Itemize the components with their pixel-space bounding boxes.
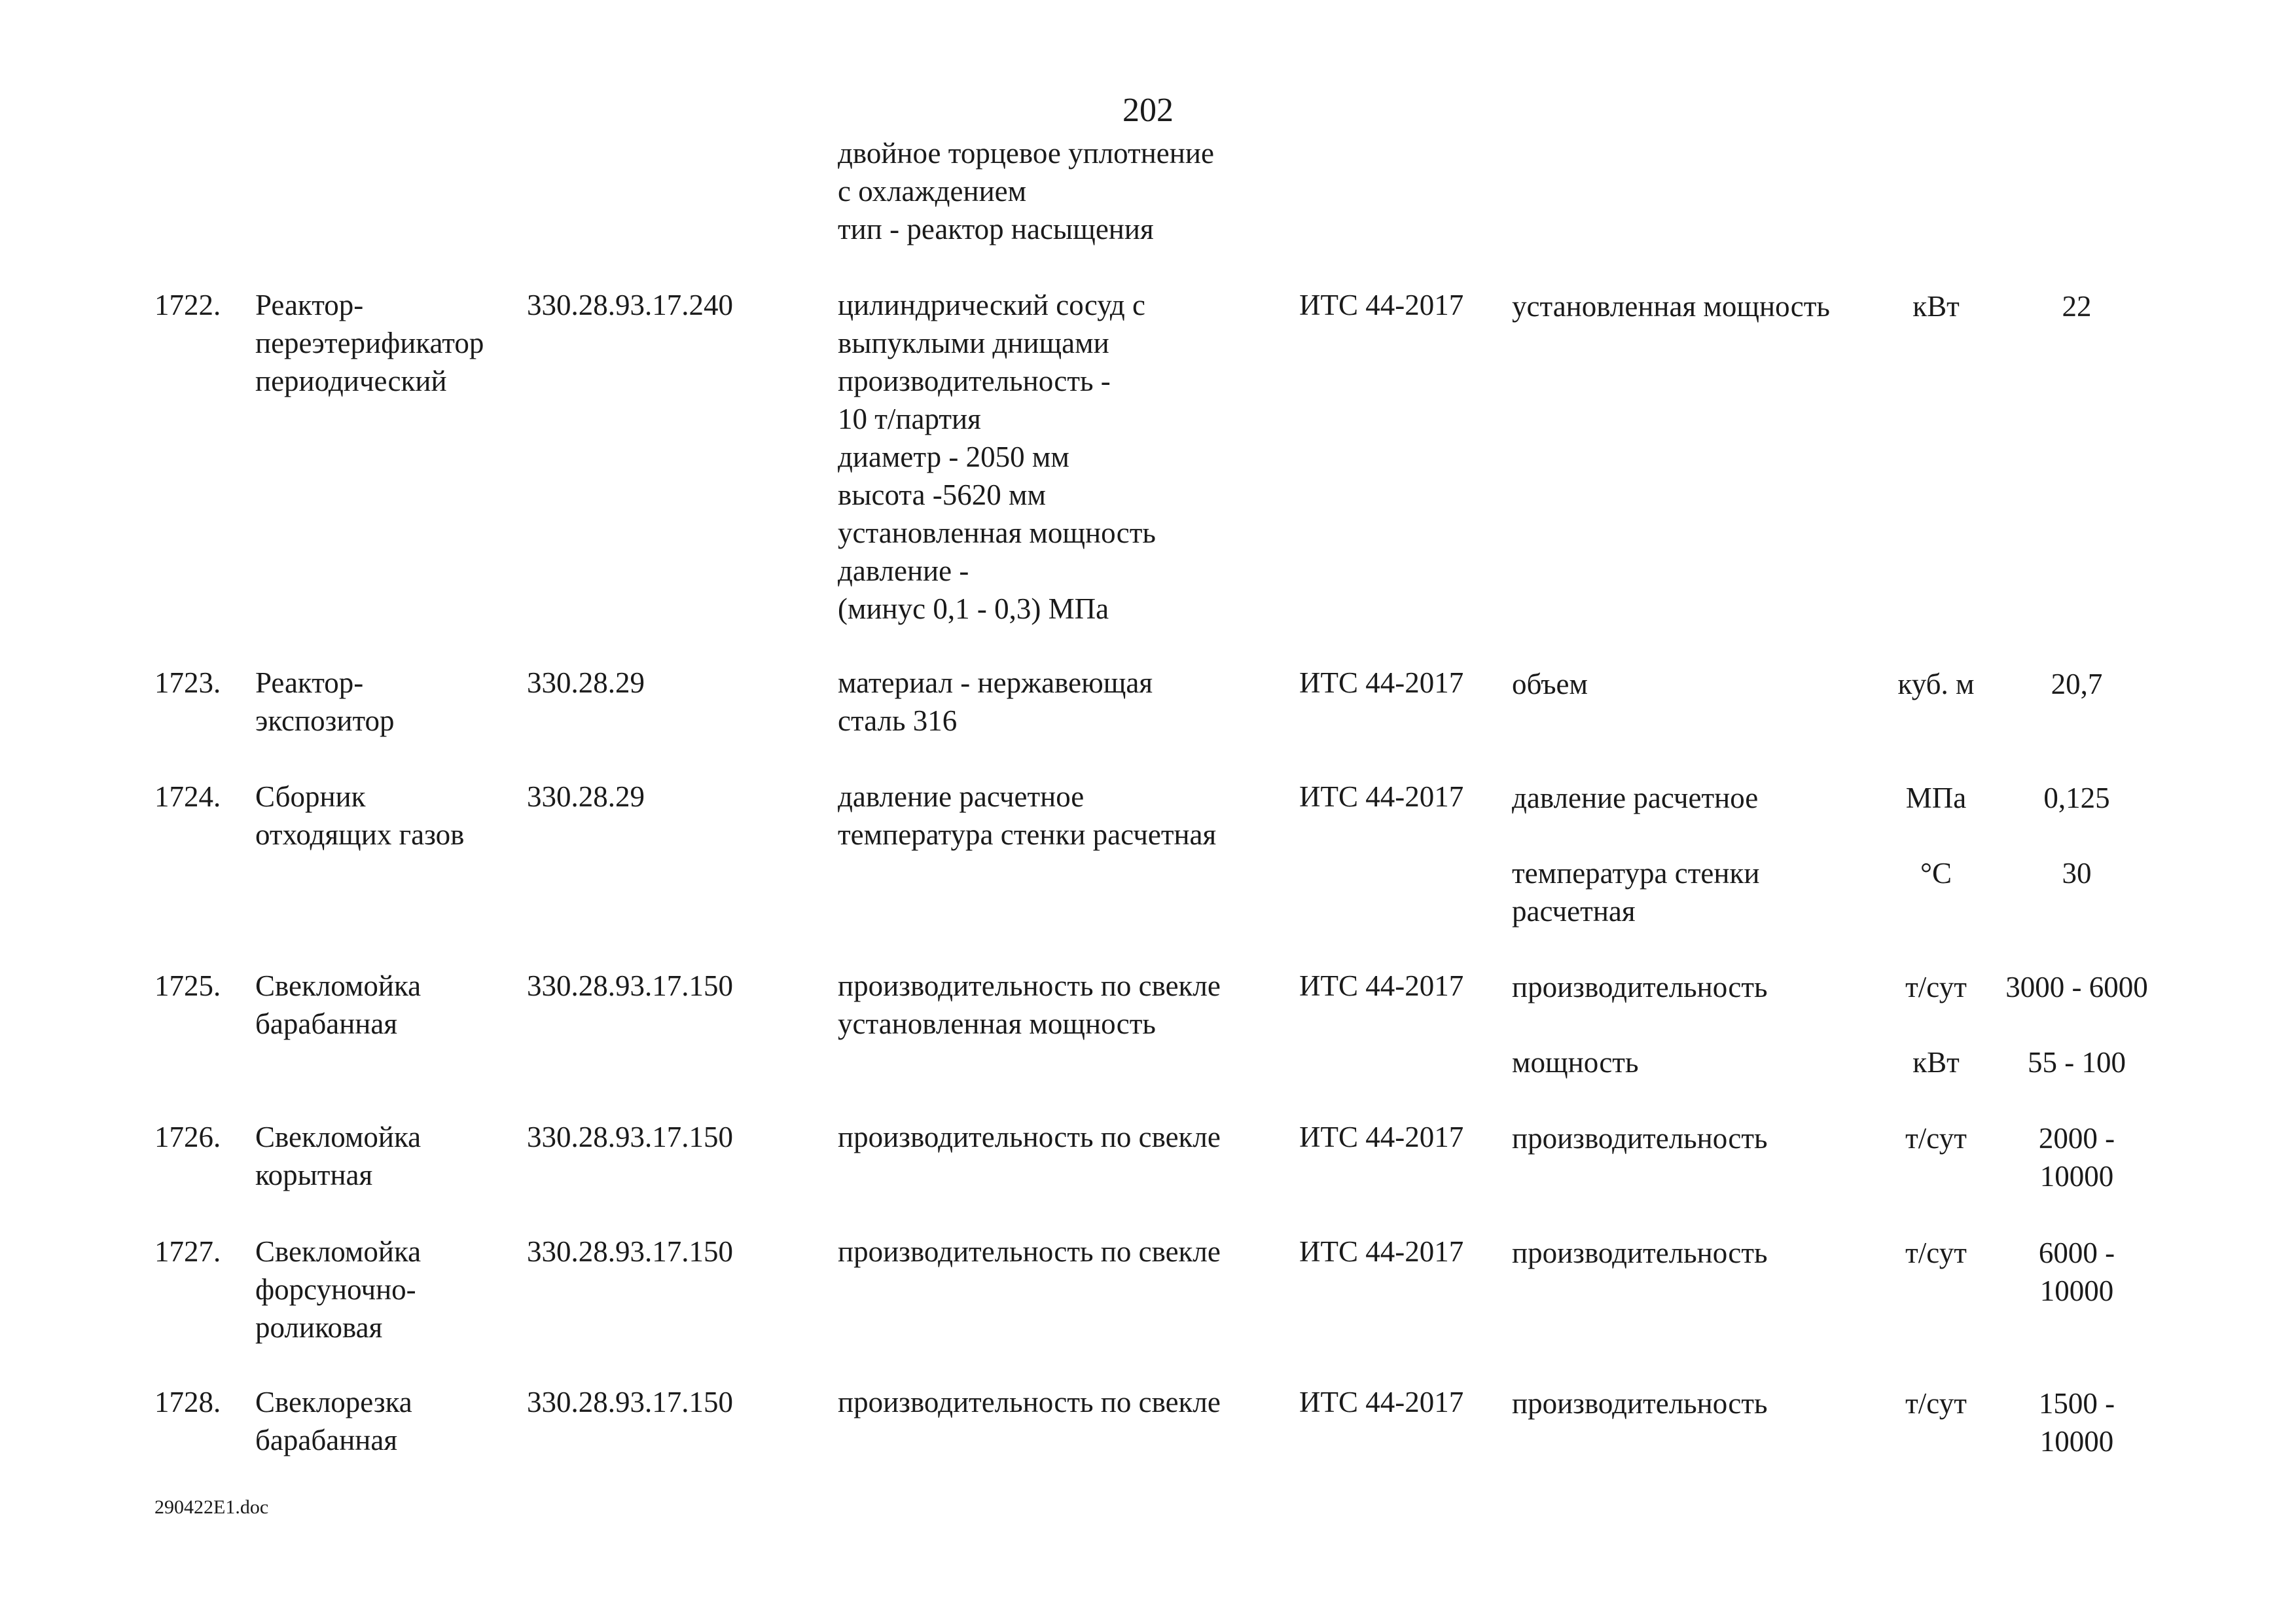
parameter-name: производительность — [1512, 1387, 1768, 1420]
continuation-description: двойное торцевое уплотнение с охлаждением тип - реактор насыщения — [838, 137, 1214, 245]
equipment-description: цилиндрический сосуд с выпуклыми днищами производительность - 10 т/партия диаметр - 2050 мм высота -5620 мм установленная мощность давление - (минус 0,1 - 0,3) МПа — [838, 289, 1156, 625]
parameter-value: 22 — [2062, 290, 2092, 323]
equipment-name: Свекломойка форсуночно- роликовая — [255, 1235, 422, 1344]
parameter-name: производительность — [1512, 971, 1768, 1003]
parameter-value: 55 - 100 — [2028, 1046, 2126, 1079]
standard-reference: ИТС 44-2017 — [1299, 969, 1464, 1002]
row-number: 1725. — [154, 969, 221, 1002]
parameter-unit: куб. м — [1897, 668, 1975, 700]
equipment-name: Свеклорезка барабанная — [255, 1386, 412, 1456]
row-number: 1724. — [154, 780, 221, 813]
equipment-code: 330.28.93.17.240 — [527, 289, 733, 321]
row-number: 1723. — [154, 666, 221, 699]
equipment-name: Свекломойка корытная — [255, 1121, 422, 1191]
parameter-unit: °С — [1920, 857, 1952, 890]
equipment-description: производительность по свекле — [838, 1386, 1221, 1418]
equipment-code: 330.28.93.17.150 — [527, 1121, 733, 1153]
equipment-description: производительность по свекле — [838, 1121, 1221, 1153]
parameter-value: 0,125 — [2043, 782, 2110, 814]
parameter-value: 1500 - 10000 — [2038, 1387, 2115, 1458]
standard-reference: ИТС 44-2017 — [1299, 1121, 1464, 1153]
parameter-unit: т/сут — [1905, 971, 1967, 1003]
equipment-name: Реактор- переэтерификатор периодический — [255, 289, 484, 397]
equipment-description: давление расчетное температура стенки расчетная — [838, 780, 1217, 851]
standard-reference: ИТС 44-2017 — [1299, 1235, 1464, 1268]
parameter-name: объем — [1512, 668, 1588, 700]
standard-reference: ИТС 44-2017 — [1299, 780, 1464, 813]
parameter-value: 3000 - 6000 — [2005, 971, 2148, 1003]
equipment-description: производительность по свекле — [838, 1235, 1221, 1268]
standard-reference: ИТС 44-2017 — [1299, 289, 1464, 321]
parameter-value: 6000 - 10000 — [2038, 1236, 2115, 1307]
parameter-unit: кВт — [1912, 1046, 1960, 1079]
parameter-value: 20,7 — [2051, 668, 2103, 700]
footer-filename: 290422E1.doc — [154, 1496, 269, 1518]
standard-reference: ИТС 44-2017 — [1299, 1386, 1464, 1418]
equipment-description: материал - нержавеющая сталь 316 — [838, 666, 1153, 737]
parameter-value: 2000 - 10000 — [2038, 1122, 2115, 1193]
row-number: 1728. — [154, 1386, 221, 1418]
equipment-name: Реактор- экспозитор — [255, 666, 395, 737]
parameter-name: производительность — [1512, 1122, 1768, 1155]
equipment-description: производительность по свекле установленная мощность — [838, 969, 1221, 1040]
row-number: 1727. — [154, 1235, 221, 1268]
equipment-code: 330.28.93.17.150 — [527, 1386, 733, 1418]
parameter-name: установленная мощность — [1512, 290, 1830, 323]
equipment-code: 330.28.29 — [527, 780, 645, 813]
standard-reference: ИТС 44-2017 — [1299, 666, 1464, 699]
row-number: 1722. — [154, 289, 221, 321]
equipment-name: Свекломойка барабанная — [255, 969, 422, 1040]
parameter-unit: кВт — [1912, 290, 1960, 323]
parameter-name: производительность — [1512, 1236, 1768, 1269]
parameter-unit: МПа — [1905, 782, 1967, 814]
parameter-unit: т/сут — [1905, 1122, 1967, 1155]
parameter-name: температура стенки расчетная — [1512, 857, 1760, 928]
parameter-unit: т/сут — [1905, 1236, 1967, 1269]
parameter-unit: т/сут — [1905, 1387, 1967, 1420]
row-number: 1726. — [154, 1121, 221, 1153]
parameter-name: мощность — [1512, 1046, 1639, 1079]
parameter-value: 30 — [2062, 857, 2092, 890]
parameter-name: давление расчетное — [1512, 782, 1759, 814]
equipment-code: 330.28.29 — [527, 666, 645, 699]
equipment-code: 330.28.93.17.150 — [527, 1235, 733, 1268]
page-number: 202 — [1122, 92, 1174, 129]
equipment-code: 330.28.93.17.150 — [527, 969, 733, 1002]
equipment-name: Сборник отходящих газов — [255, 780, 465, 851]
